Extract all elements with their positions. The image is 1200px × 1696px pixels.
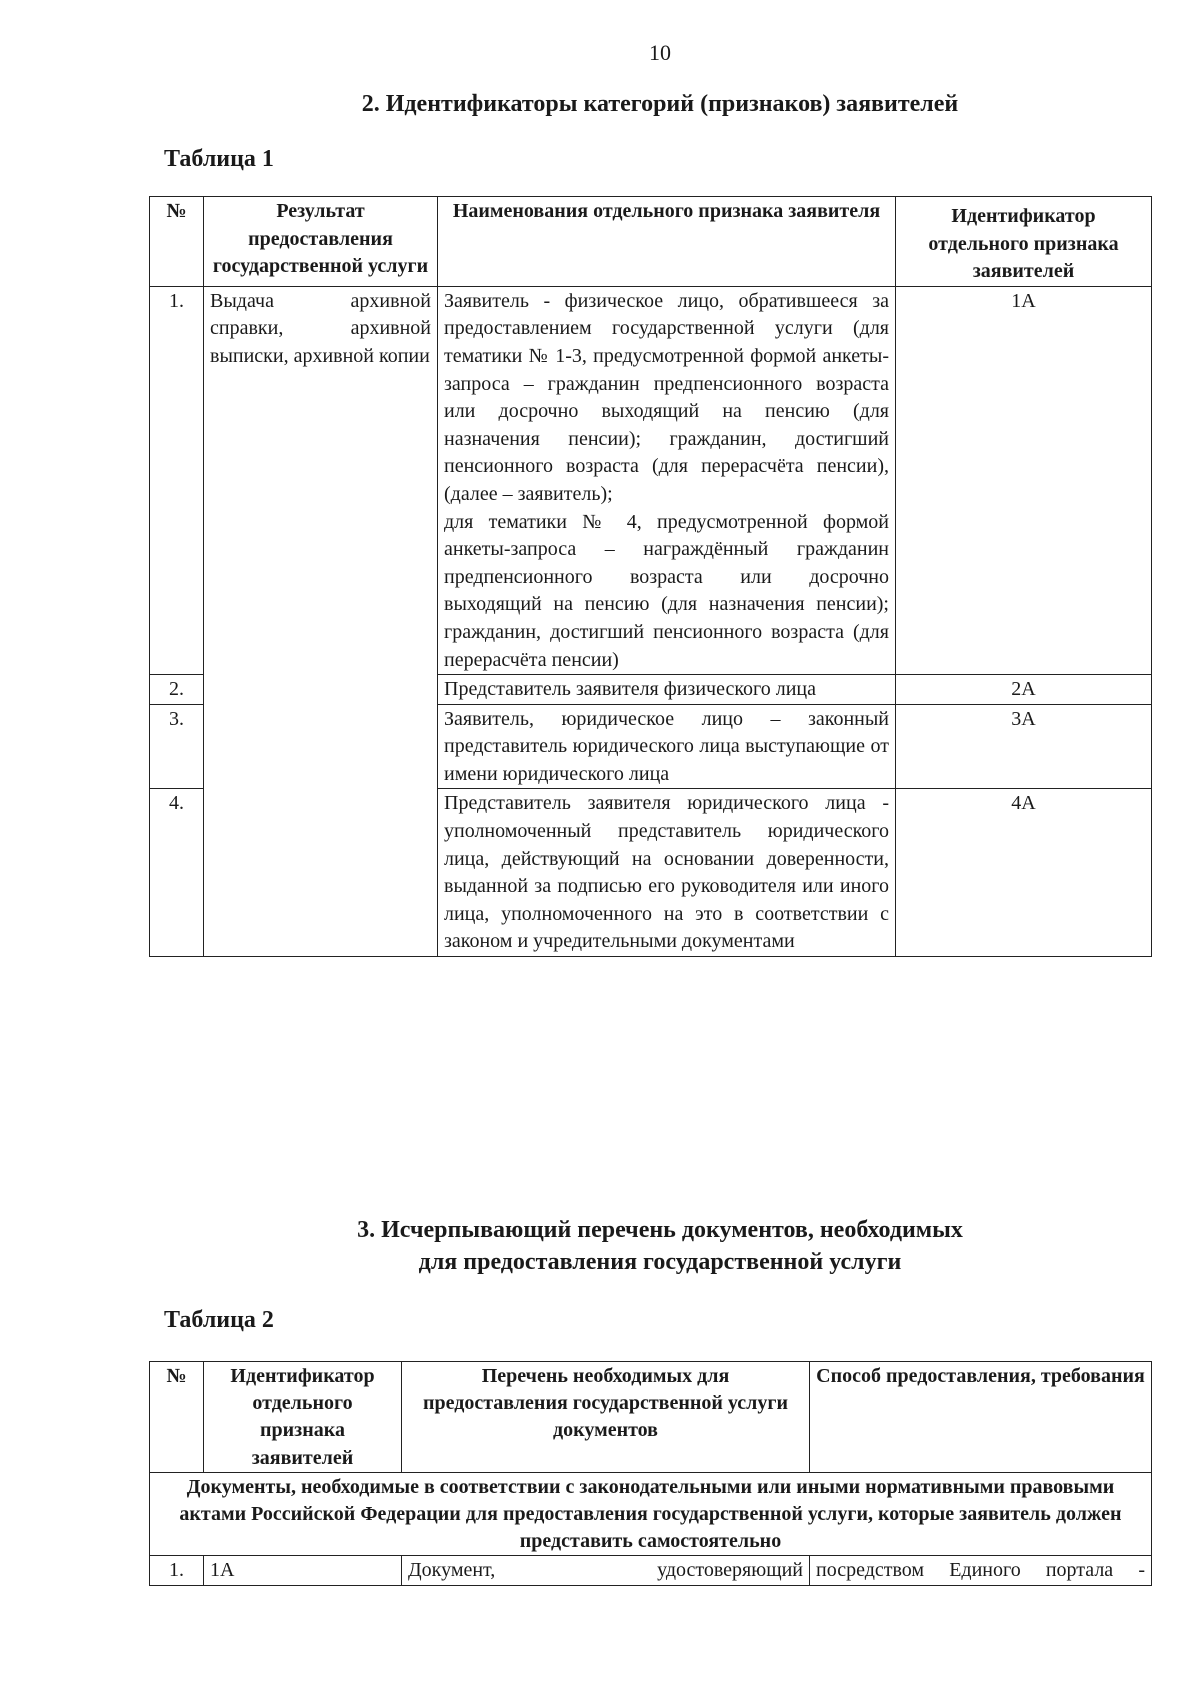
table-row — [150, 286, 1152, 674]
page-number: 10 — [649, 40, 671, 65]
group-header-row — [150, 1472, 1152, 1556]
document-name: Документ, удостоверяющий — [402, 1556, 810, 1585]
header-identifier: Идентификатор отдельного признака заявителей — [896, 197, 1152, 287]
header-identifier: Идентификатор отдельного признака заявителей — [204, 1362, 402, 1473]
feature-name: Заявитель, юридическое лицо – законный представитель юридического лица выступающие от имени юридического лица — [438, 704, 896, 789]
feature-identifier: 3А — [896, 704, 1152, 789]
header-number: № — [150, 1362, 204, 1473]
feature-name — [438, 286, 896, 674]
row-number: 2. — [150, 675, 204, 705]
feature-name: Представитель заявителя физического лица — [438, 675, 896, 705]
header-feature-name: Наименования отдельного признака заявителя — [438, 197, 896, 287]
submission-method: посредством Единого портала - — [810, 1556, 1152, 1585]
feature-name: Представитель заявителя юридического лица - уполномоченный представитель юридического лица, действующий на основании доверенности, выданной за подписью его руководителя или иного лица, уполномоченного на это в соответствии с законом и учредительными документами — [438, 789, 896, 957]
table-row — [150, 1556, 1152, 1585]
row-number: 3. — [150, 704, 204, 789]
section-3-title-line-2: для предоставления государственной услуги — [418, 1249, 902, 1275]
table-2-header-row — [150, 1362, 1152, 1473]
header-documents: Перечень необходимых для предоставления государственной услуги документов — [402, 1362, 810, 1473]
feature-identifier: 1А — [896, 286, 1152, 674]
table-1-caption: Таблица 1 — [164, 146, 274, 172]
row-number: 1. — [150, 1556, 204, 1585]
table-1-header-row — [150, 197, 1152, 287]
section-3-title-line-1: 3. Исчерпывающий перечень документов, необходимых — [357, 1217, 963, 1243]
section-3-title — [0, 1214, 1200, 1278]
applicant-categories-table — [149, 196, 1152, 957]
header-number: № — [150, 197, 204, 287]
group-header: Документы, необходимые в соответствии с законодательными или иными нормативными правовыми актами Российской Федерации для предоставления государственной услуги, которые заявитель должен представить самостоятельно — [150, 1472, 1152, 1556]
feature-identifier: 4А — [896, 789, 1152, 957]
header-submission-method: Способ предоставления, требования — [810, 1362, 1152, 1473]
row-identifier: 1А — [204, 1556, 402, 1585]
row-number: 4. — [150, 789, 204, 957]
row-number: 1. — [150, 286, 204, 674]
required-documents-table — [149, 1361, 1152, 1586]
feature-identifier: 2А — [896, 675, 1152, 705]
section-2-title: 2. Идентификаторы категорий (признаков) заявителей — [361, 91, 959, 117]
header-result: Результат предоставления государственной услуги — [204, 197, 438, 287]
table-2-caption: Таблица 2 — [164, 1307, 274, 1333]
feature-name-part-1: Заявитель - физическое лицо, обратившееся за предоставлением государственной услуги (для тематики № 1-3, предусмотренной формой анкеты-запроса – гражданин предпенсионного возраста или досрочно выходящий на пенсию (для назначения пенсии); гражданин, достигший пенсионного возраста (для перерасчёта пенсии), (далее – заявитель); — [444, 289, 889, 505]
service-result: Выдача архивной справки, архивной выписки, архивной копии — [204, 286, 438, 956]
feature-name-part-2: для тематики № 4, предусмотренной формой анкеты-запроса – награждённый гражданин предпенсионного возраста или досрочно выходящий на пенсию (для назначения пенсии); гражданин, достигший пенсионного возраста (для перерасчёта пенсии) — [444, 510, 889, 671]
